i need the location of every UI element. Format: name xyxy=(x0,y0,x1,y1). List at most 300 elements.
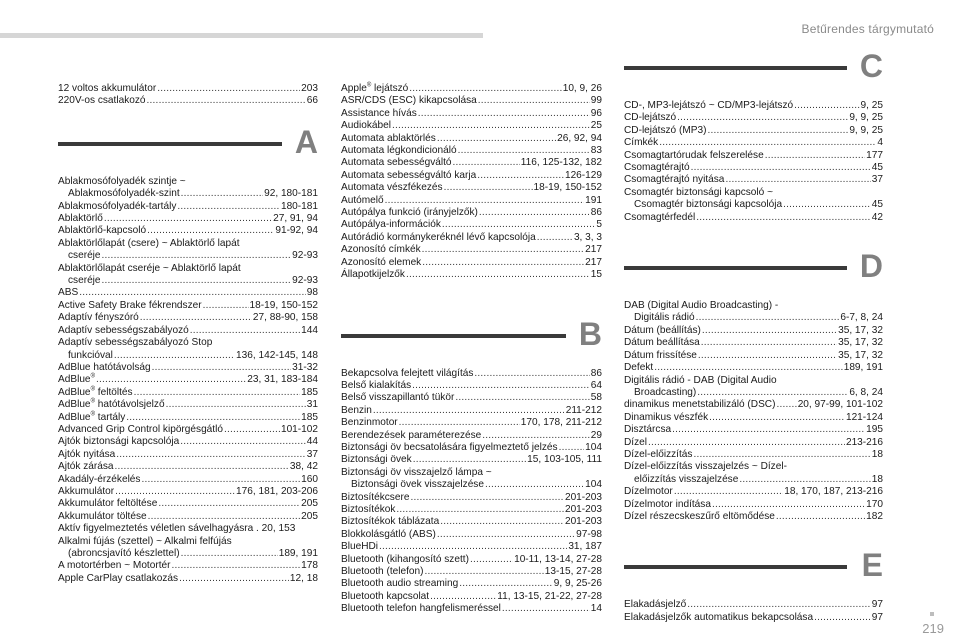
index-entry xyxy=(341,467,602,479)
entry-pages: 92, 180-181 xyxy=(264,188,318,200)
entry-term: AdBlue® xyxy=(58,373,95,386)
entry-term: BlueHDi xyxy=(341,541,379,553)
entry-leader xyxy=(444,182,533,194)
entry-term: Dátum beállítása xyxy=(624,337,700,349)
entry-pages: 18-19, 150-152 xyxy=(249,299,318,311)
entry-pages: 189, 191 xyxy=(278,548,318,559)
index-entry xyxy=(341,417,602,429)
entry-pages: 4 xyxy=(877,137,883,149)
entry-pages: 20, 97-99, 101-102 xyxy=(797,399,883,411)
entry-term: Adaptív fényszóró xyxy=(58,312,139,324)
entry-term: Adaptív sebességszabályozó Stop xyxy=(58,337,213,349)
page-header-title: Betűrendes tárgymutató xyxy=(801,22,934,36)
entry-leader xyxy=(152,362,292,374)
index-entry xyxy=(58,312,318,324)
entry-term: Adaptív sebességszabályozó xyxy=(58,324,189,336)
entry-leader xyxy=(440,516,564,528)
section-divider xyxy=(624,565,847,569)
entry-term: AdBlue® hatótávolsjelző xyxy=(58,398,165,411)
list-d xyxy=(624,300,883,523)
section-c-header xyxy=(624,46,883,92)
entry-term: A motortérben ~ Motortér xyxy=(58,560,171,572)
entry-pages: 42 xyxy=(871,211,883,223)
section-divider xyxy=(624,66,847,70)
entry-term: Csomagtartórudak felszerelése xyxy=(624,149,764,161)
entry-term: Blokkolásgátló (ABS) xyxy=(341,528,436,540)
entry-leader xyxy=(172,560,301,572)
section-divider xyxy=(624,266,847,270)
entry-leader xyxy=(134,387,301,399)
entry-pages: 44 xyxy=(306,436,318,448)
entry-term: Apple® lejátszó xyxy=(341,82,409,94)
entry-leader xyxy=(422,257,584,269)
index-entry xyxy=(624,375,883,387)
entry-pages: 104 xyxy=(585,441,602,453)
index-entry xyxy=(341,269,602,281)
entry-term: Dízelmotor indítása xyxy=(624,498,711,510)
index-entry xyxy=(624,300,883,312)
entry-leader xyxy=(190,325,300,337)
index-entry xyxy=(58,523,318,535)
entry-term: Ablakmosófolyadék-tartály xyxy=(58,200,177,212)
entry-term: Bluetooth telefon hangfelismeréssel xyxy=(341,603,501,615)
entry-term: Autópálya-információk xyxy=(341,219,441,231)
index-entry xyxy=(341,566,602,578)
index-column-1 xyxy=(58,83,318,585)
index-entry xyxy=(58,560,318,572)
entry-pages: 195 xyxy=(866,424,883,436)
entry-leader xyxy=(181,188,263,200)
entry-leader xyxy=(177,201,280,213)
entry-term: (abroncsjavító készlettel) xyxy=(68,548,180,559)
index-entry xyxy=(624,100,883,112)
list-pre xyxy=(58,83,318,108)
entry-pages: 37 xyxy=(306,448,318,460)
entry-leader xyxy=(373,405,565,417)
entry-pages: 3, 3, 3 xyxy=(573,231,602,243)
entry-leader xyxy=(115,461,289,473)
entry-term: Bluetooth kapcsolat xyxy=(341,590,430,602)
entry-pages: 35, 17, 32 xyxy=(838,349,883,361)
entry-term: Biztosítékcsere xyxy=(341,491,410,503)
section-letter-a: A xyxy=(294,123,318,160)
section-b-header xyxy=(341,314,602,360)
entry-leader xyxy=(181,548,278,560)
entry-leader xyxy=(654,362,843,374)
entry-term: Biztonsági öv visszajelző lámpa ~ xyxy=(341,466,492,478)
index-entry xyxy=(58,225,318,237)
entry-term: Ablaktörlőlapát cseréje ~ Ablaktörlő lapát xyxy=(58,262,241,274)
index-entry xyxy=(58,83,318,95)
entry-pages: 205 xyxy=(301,498,318,510)
entry-term: Digitális rádió - DAB (Digital Audio xyxy=(624,374,777,386)
index-column-3 xyxy=(624,46,883,624)
entry-term: Ajtók biztonsági kapcsolója xyxy=(58,436,180,448)
index-entry xyxy=(341,95,602,107)
entry-pages: 92-93 xyxy=(292,275,318,287)
index-entry xyxy=(58,213,318,225)
entry-term: Biztonsági övek visszajelzése xyxy=(351,479,484,491)
entry-term: funkcióval xyxy=(68,349,113,361)
section-letter-d: D xyxy=(859,248,883,285)
entry-leader xyxy=(672,424,865,436)
entry-leader xyxy=(696,212,871,224)
entry-term: Benzinmotor xyxy=(341,417,398,429)
entry-term: cseréje xyxy=(68,275,101,287)
entry-leader xyxy=(179,573,289,585)
entry-term: Biztonsági övek xyxy=(341,454,412,466)
entry-pages: 18-19, 150-152 xyxy=(533,182,602,194)
entry-term: Állapotkijelzők xyxy=(341,269,405,281)
index-entry xyxy=(624,511,883,523)
entry-term: DAB (Digital Audio Broadcasting) - xyxy=(624,300,779,312)
index-entry xyxy=(624,362,883,374)
entry-pages: 96 xyxy=(590,107,602,119)
entry-pages: 97-98 xyxy=(576,528,602,540)
entry-pages: 86 xyxy=(590,367,602,379)
entry-term: Biztonsági öv becsatolására figyelmeztető jelzés xyxy=(341,441,558,453)
entry-leader xyxy=(776,511,865,523)
index-entry xyxy=(58,325,318,337)
index-entry xyxy=(58,238,318,250)
entry-term: Ablakmosófolyadék szintje ~ xyxy=(58,175,186,187)
header-bar xyxy=(0,33,483,38)
entry-pages: 176, 181, 203-206 xyxy=(236,485,318,497)
index-entry xyxy=(58,474,318,486)
entry-term: Dízelmotor xyxy=(624,486,673,498)
index-entry xyxy=(624,212,883,224)
list-b xyxy=(341,368,602,616)
entry-term: Biztosítékok táblázata xyxy=(341,516,440,528)
entry-leader xyxy=(116,449,306,461)
entry-term: Apple CarPlay csatlakozás xyxy=(58,572,179,584)
entry-pages: 66 xyxy=(306,95,318,107)
entry-leader xyxy=(102,250,292,262)
index-entry xyxy=(341,244,602,256)
index-entry xyxy=(341,541,602,553)
page-number: 219 xyxy=(922,621,944,636)
entry-term: Dízel-előizzítás xyxy=(624,448,693,460)
index-entry xyxy=(341,492,602,504)
index-entry xyxy=(58,350,318,362)
entry-leader xyxy=(425,566,544,578)
index-entry xyxy=(341,108,602,120)
entry-term: Automata légkondicionáló xyxy=(341,145,457,157)
entry-term: Csomagtérfedél xyxy=(624,211,696,223)
entry-pages: 101-102 xyxy=(280,423,318,435)
index-entry xyxy=(341,516,602,528)
entry-pages: 126-129 xyxy=(564,169,602,181)
index-entry xyxy=(624,424,883,436)
index-entry xyxy=(341,195,602,207)
entry-pages: 203 xyxy=(301,83,318,94)
entry-leader xyxy=(158,498,300,510)
entry-pages: 31 xyxy=(306,399,318,411)
section-a-header xyxy=(58,122,318,168)
entry-leader xyxy=(418,108,590,120)
entry-term: CD-, MP3-lejátszó ~ CD/MP3-lejátszó xyxy=(624,100,794,111)
entry-term: Elakadásjelző xyxy=(624,599,687,611)
index-entry xyxy=(624,199,883,211)
entry-leader xyxy=(485,479,584,491)
entry-pages: 11, 13-15, 21-22, 27-28 xyxy=(497,590,602,602)
entry-leader xyxy=(157,83,300,95)
entry-pages: 201-203 xyxy=(564,516,602,528)
index-entry xyxy=(624,399,883,411)
entry-term: AdBlue® tartály xyxy=(58,411,126,423)
entry-term: CD-lejátszó (MP3) xyxy=(624,124,707,136)
index-entry xyxy=(58,176,318,188)
entry-pages: 97 xyxy=(871,599,883,611)
entry-leader xyxy=(712,499,865,511)
entry-term: Bluetooth (telefon) xyxy=(341,566,424,577)
entry-term: Assistance hívás xyxy=(341,107,417,119)
entry-term: Dízel xyxy=(624,436,647,448)
index-entry xyxy=(341,157,602,169)
entry-leader xyxy=(537,232,573,244)
entry-term: Autómelő xyxy=(341,194,384,206)
entry-term: Autórádió kormánykeréknél lévő kapcsolója xyxy=(341,231,536,243)
entry-leader xyxy=(430,591,496,603)
entry-leader xyxy=(693,449,870,461)
entry-term: Automata vészfékezés xyxy=(341,182,443,194)
index-entry xyxy=(58,449,318,461)
entry-pages: 201-203 xyxy=(564,491,602,503)
index-entry xyxy=(624,350,883,362)
entry-term: előizzítás visszajelzése xyxy=(634,473,739,485)
entry-pages: 12, 18 xyxy=(289,572,318,584)
index-entry xyxy=(58,188,318,200)
list-e xyxy=(624,599,883,624)
entry-term: Digitális rádió xyxy=(634,312,695,324)
entry-leader xyxy=(104,213,272,225)
index-entry xyxy=(341,207,602,219)
entry-term: Benzin xyxy=(341,404,372,416)
entry-pages: 64 xyxy=(590,379,602,391)
entry-leader xyxy=(453,157,520,169)
entry-pages: 98 xyxy=(306,287,318,299)
index-entry xyxy=(341,504,602,516)
index-entry xyxy=(58,250,318,262)
entry-term: Bluetooth audio streaming xyxy=(341,578,459,590)
entry-term: Defekt xyxy=(624,362,654,374)
entry-leader xyxy=(79,287,306,299)
entry-pages: 91-92, 94 xyxy=(275,225,318,237)
index-entry xyxy=(58,95,318,107)
entry-pages: 23, 31, 183-184 xyxy=(247,374,318,386)
index-entry xyxy=(341,405,602,417)
entry-term: CD-lejátszó xyxy=(624,112,677,124)
index-entry xyxy=(341,603,602,615)
section-divider xyxy=(58,142,282,146)
index-entry xyxy=(341,133,602,145)
index-entry xyxy=(341,554,602,566)
entry-term: Bluetooth (kihangosító szett) xyxy=(341,553,469,565)
index-entry xyxy=(58,461,318,473)
entry-term: Azonosító címkék xyxy=(341,244,421,256)
index-entry xyxy=(58,362,318,374)
entry-term: Berendezések paraméterezése xyxy=(341,429,482,441)
entry-pages: 31-32 xyxy=(292,361,318,373)
entry-pages: 26, 92, 94 xyxy=(557,132,602,144)
entry-pages: 160 xyxy=(301,473,318,485)
index-entry xyxy=(341,591,602,603)
entry-pages: 185 xyxy=(301,386,318,398)
entry-pages: 104 xyxy=(585,479,602,491)
entry-leader xyxy=(458,145,590,157)
entry-pages: 213-216 xyxy=(845,436,883,448)
index-entry xyxy=(341,368,602,380)
entry-term: Active Safety Brake fékrendszer xyxy=(58,299,202,311)
index-entry xyxy=(341,120,602,132)
entry-term: Alkalmi fújás (szettel) ~ Alkalmi felfújás xyxy=(58,535,232,547)
entry-leader xyxy=(442,219,596,231)
entry-term: dinamikus menetstabilizáló (DSC) xyxy=(624,399,776,411)
entry-leader xyxy=(126,412,300,424)
index-entry xyxy=(58,287,318,299)
list-a xyxy=(58,176,318,585)
entry-term: cseréje xyxy=(68,250,101,262)
entry-term: Belső kialakítás xyxy=(341,379,412,391)
entry-leader xyxy=(482,430,589,442)
entry-leader xyxy=(412,380,590,392)
entry-term: Automata ablaktörlés xyxy=(341,132,436,144)
entry-leader xyxy=(96,374,246,386)
entry-term: Dátum frissítése xyxy=(624,349,697,361)
index-entry xyxy=(341,430,602,442)
index-entry xyxy=(624,112,883,124)
entry-pages: 18 xyxy=(871,473,883,485)
entry-pages: 38, 42 xyxy=(289,461,318,473)
entry-leader xyxy=(691,162,871,174)
entry-pages: 189, 191 xyxy=(843,362,883,374)
entry-leader xyxy=(385,195,585,207)
entry-pages: 170 xyxy=(866,498,883,510)
index-entry xyxy=(58,511,318,523)
entry-leader xyxy=(659,137,876,149)
entry-pages: 177 xyxy=(866,149,883,161)
entry-term: Elakadásjelzők automatikus bekapcsolása xyxy=(624,611,814,623)
index-entry xyxy=(624,125,883,137)
entry-pages: 45 xyxy=(871,162,883,174)
entry-leader xyxy=(648,437,845,449)
entry-pages: 144 xyxy=(301,324,318,336)
index-entry xyxy=(624,174,883,186)
entry-leader xyxy=(409,83,561,95)
entry-term: Akadály-érzékelés xyxy=(58,473,141,485)
entry-pages: 116, 125-132, 182 xyxy=(520,157,602,169)
entry-pages: 15 xyxy=(590,269,602,281)
entry-pages: 18, 170, 187, 213-216 xyxy=(784,486,883,498)
entry-pages: 182 xyxy=(866,510,883,522)
index-entry xyxy=(624,599,883,611)
index-entry xyxy=(624,387,883,399)
entry-pages: 13-15, 27-28 xyxy=(544,566,602,577)
index-entry xyxy=(624,325,883,337)
entry-pages: 6-7, 8, 24 xyxy=(840,312,883,324)
index-entry xyxy=(341,182,602,194)
index-entry xyxy=(58,201,318,213)
entry-term: Csomagtér biztonsági kapcsoló ~ xyxy=(624,186,773,198)
entry-leader xyxy=(776,399,796,411)
index-entry xyxy=(58,436,318,448)
entry-leader xyxy=(696,312,840,324)
index-entry xyxy=(341,145,602,157)
index-entry xyxy=(341,578,602,590)
index-entry xyxy=(58,536,318,548)
entry-pages: 217 xyxy=(585,256,602,268)
index-entry xyxy=(341,170,602,182)
entry-term: Disztárcsa xyxy=(624,424,672,436)
index-entry xyxy=(58,263,318,275)
entry-pages: 31, 187 xyxy=(568,541,602,553)
section-e-header xyxy=(624,545,883,591)
index-entry xyxy=(58,498,318,510)
page-marker xyxy=(930,612,934,616)
entry-pages: 45 xyxy=(871,199,883,211)
entry-pages: 29 xyxy=(590,429,602,441)
entry-leader xyxy=(399,417,520,429)
section-letter-c: C xyxy=(859,48,883,84)
entry-term: Belső visszapillantó tükör xyxy=(341,392,455,404)
index-entry xyxy=(58,486,318,498)
entry-leader xyxy=(141,474,300,486)
section-divider xyxy=(341,334,566,338)
index-entry xyxy=(341,257,602,269)
entry-leader xyxy=(709,412,845,424)
entry-leader xyxy=(422,244,584,256)
entry-pages: 136, 142-145, 148 xyxy=(236,349,318,361)
entry-leader xyxy=(114,350,235,362)
entry-pages: 37 xyxy=(871,174,883,186)
entry-leader xyxy=(677,112,848,124)
entry-term: Csomagtér biztonsági kapcsolója xyxy=(634,199,783,211)
entry-pages: 185 xyxy=(301,411,318,423)
entry-leader xyxy=(783,199,871,211)
entry-pages: 83 xyxy=(590,145,602,157)
index-entry xyxy=(341,219,602,231)
entry-term: Ablaktörlőlapát (csere) ~ Ablaktörlő lapát xyxy=(58,237,240,249)
index-entry xyxy=(58,412,318,424)
entry-term: 12 voltos akkumulátor xyxy=(58,83,157,94)
entry-pages: 92-93 xyxy=(292,250,318,262)
index-entry xyxy=(341,380,602,392)
entry-term: Ablaktörlő-kapcsoló xyxy=(58,225,147,237)
entry-term: Csomagtérajtó nyitása xyxy=(624,174,725,186)
entry-term: Ablaktörlő xyxy=(58,213,103,225)
entry-leader xyxy=(502,603,590,615)
entry-term: 220V-os csatlakozó xyxy=(58,95,146,107)
entry-term: Advanced Grip Control kipörgésgátló xyxy=(58,423,223,435)
entry-term: ABS xyxy=(58,287,79,299)
entry-pages: 121-124 xyxy=(845,411,883,423)
entry-pages: 97 xyxy=(871,611,883,623)
index-entry xyxy=(58,548,318,560)
index-entry xyxy=(624,612,883,624)
index-entry xyxy=(341,529,602,541)
entry-leader xyxy=(794,100,859,112)
index-entry xyxy=(58,399,318,411)
entry-pages: 9, 9, 25 xyxy=(849,124,883,136)
entry-leader xyxy=(437,133,556,145)
index-entry xyxy=(58,337,318,349)
entry-leader xyxy=(707,125,848,137)
entry-pages: 5 xyxy=(596,219,602,231)
index-entry xyxy=(624,474,883,486)
index-entry xyxy=(341,442,602,454)
entry-pages: 27, 91, 94 xyxy=(273,213,318,225)
entry-pages: 35, 17, 32 xyxy=(838,337,883,349)
